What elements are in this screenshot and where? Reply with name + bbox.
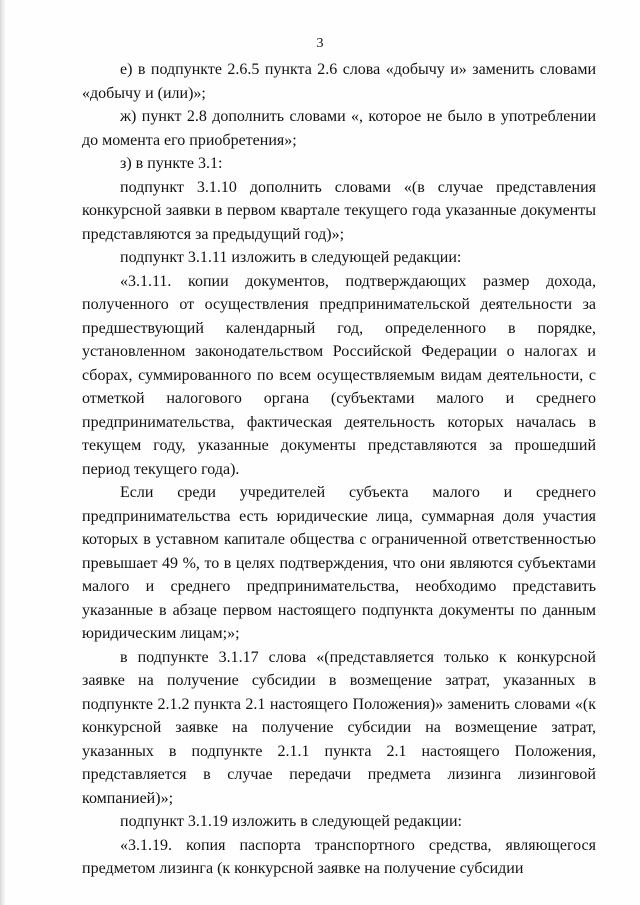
paragraph-3-1-19-intro: подпункт 3.1.19 изложить в следующей редакции: xyxy=(120,813,462,830)
page-number: 3 xyxy=(316,36,324,51)
paragraph-3-1-19-text: «3.1.19. копия паспорта транспортного средства, являющегося предметом лизинга (к конкурсной заявке на получение субсидии xyxy=(82,836,596,877)
document-body xyxy=(82,58,596,881)
paragraph-e: е) в подпункте 2.6.5 пункта 2.6 слова «добычу и» заменить словами «добычу и (или)»; xyxy=(82,61,596,102)
paragraph-3-1-11-intro: подпункт 3.1.11 изложить в следующей редакции: xyxy=(120,249,462,266)
paragraph-3-1-11-text: «3.1.11. копии документов, подтверждающих размер дохода, полученного от осуществления предпринимательской деятельности за предшествующий календарный год, определенного в порядке, установленном законодательством Российской Федерации о налогах и сборах, суммированного по всем осуществляемым видам деятельности, с отметкой налогового органа (субъектами малого и среднего предпринимательства, фактическая деятельность которых началась в текущем году, указанные документы представляются за прошедший период текущего года). xyxy=(82,272,596,478)
paragraph-3-1-10: подпункт 3.1.10 дополнить словами «(в случае представления конкурсной заявки в первом квартале текущего года указанные документы представляются за предыдущий год)»; xyxy=(82,178,596,243)
paragraph-z: з) в пункте 3.1: xyxy=(120,155,223,172)
paragraph-3-1-17: в подпункте 3.1.17 слова «(представляется только к конкурсной заявке на получение субсидии в возмещение затрат, указанных в подпункте 2.1.2 пункта 2.1 настоящего Положения)» заменить словами «(к конкурсной заявке на получение субсидии на возмещение затрат, указанных в подпункте 2.1.1 пункта 2.1 настоящего Положения, представляется в случае передачи предмета лизинга лизинговой компанией)»; xyxy=(82,648,596,807)
paragraph-founders: Если среди учредителей субъекта малого и среднего предпринимательства есть юридические лица, суммарная доля участия которых в уставном капитале общества с ограниченной ответственностью превышает 49 %, то в целях подтверждения, что они являются субъектами малого и среднего предпринимательства, необходимо представить указанные в абзаце первом настоящего подпункта документы по данным юридическим лицам;»; xyxy=(82,484,596,642)
paragraph-zh: ж) пункт 2.8 дополнить словами «, которое не было в употреблении до момента его приобретения»; xyxy=(82,108,596,149)
scan-edge xyxy=(0,0,6,905)
